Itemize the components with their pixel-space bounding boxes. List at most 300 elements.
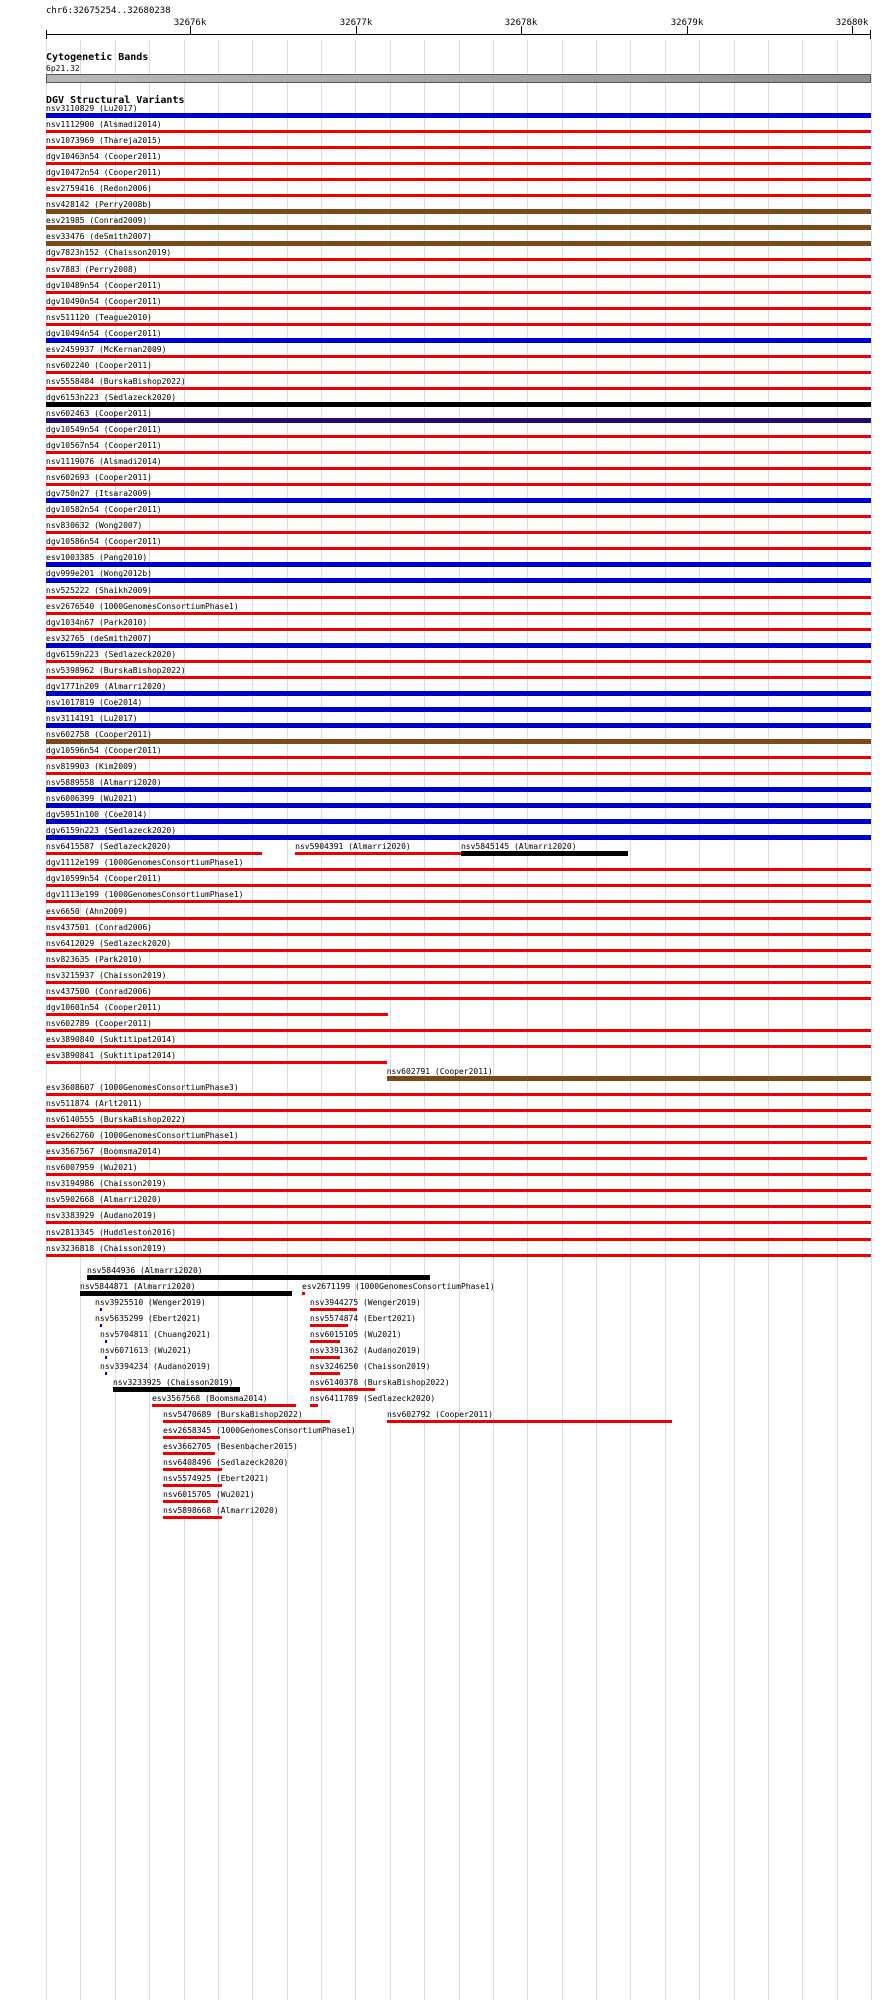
- track-label: dgv5951n100 (Coe2014): [46, 810, 148, 820]
- variant-bar[interactable]: [46, 1254, 871, 1257]
- track-label: nsv5844871 (Almarri2020): [80, 1281, 196, 1291]
- track-row[interactable]: [0, 569, 890, 585]
- track-label: nsv6408496 (Sedlazeck2020): [163, 1458, 289, 1468]
- track-row[interactable]: [0, 987, 890, 1003]
- track-row[interactable]: [0, 1067, 890, 1083]
- variant-bar[interactable]: [295, 852, 462, 855]
- variant-bar[interactable]: [46, 933, 871, 936]
- variant-bar[interactable]: [46, 868, 871, 871]
- variant-bar[interactable]: [163, 1452, 215, 1455]
- track-row[interactable]: [0, 586, 890, 602]
- track-row[interactable]: [0, 1506, 890, 1522]
- track-row[interactable]: [0, 794, 890, 810]
- variant-bar[interactable]: [46, 803, 871, 808]
- track-row[interactable]: [0, 1131, 890, 1147]
- track-row[interactable]: [0, 1099, 890, 1115]
- track-row[interactable]: [0, 425, 890, 441]
- variant-bar[interactable]: [46, 917, 871, 920]
- variant-bar[interactable]: [46, 307, 871, 310]
- track-label: nsv6015105 (Wu2021): [310, 1329, 402, 1339]
- track-label: nsv5470689 (BurskaBishop2022): [163, 1410, 303, 1420]
- track-row[interactable]: [0, 553, 890, 569]
- track-label: nsv1017819 (Coe2014): [46, 697, 143, 707]
- track-label: esv3567567 (Boomsma2014): [46, 1147, 162, 1157]
- variant-bar[interactable]: [46, 628, 871, 631]
- track-row[interactable]: [0, 890, 890, 906]
- variant-bar[interactable]: [46, 1205, 871, 1208]
- track-label: dgv750n27 (Itsara2009): [46, 489, 152, 499]
- ruler-end-cap: [46, 30, 47, 39]
- variant-bar[interactable]: [46, 338, 871, 343]
- track-label: esv3890841 (Suktitipat2014): [46, 1050, 177, 1060]
- track-label: esv2459937 (McKernan2009): [46, 344, 167, 354]
- track-label: nsv1112900 (Alsmadi2014): [46, 120, 162, 130]
- track-label: dgv1113e199 (1000GenomesConsortiumPhase1): [46, 890, 244, 900]
- track-row[interactable]: [0, 313, 890, 329]
- track-label: dgv6159n223 (Sedlazeck2020): [46, 649, 177, 659]
- track-row[interactable]: [0, 714, 890, 730]
- track-label: nsv437500 (Conrad2006): [46, 986, 152, 996]
- variant-bar[interactable]: [46, 113, 871, 118]
- track-row[interactable]: [0, 810, 890, 826]
- variant-bar[interactable]: [46, 660, 871, 663]
- variant-bar[interactable]: [46, 676, 871, 679]
- variant-bar[interactable]: [163, 1420, 330, 1423]
- track-label: dgv10463n54 (Cooper2011): [46, 152, 162, 162]
- track-label: esv1003385 (Pang2010): [46, 553, 148, 563]
- track-row[interactable]: [0, 666, 890, 682]
- variant-bar[interactable]: [46, 387, 871, 390]
- variant-bar[interactable]: [46, 562, 871, 567]
- track-label: dgv10601n54 (Cooper2011): [46, 1002, 162, 1012]
- track-label: dgv10490n54 (Cooper2011): [46, 296, 162, 306]
- variant-bar[interactable]: [461, 851, 628, 856]
- track-row[interactable]: [0, 361, 890, 377]
- track-row[interactable]: [0, 265, 890, 281]
- track-row[interactable]: [0, 1490, 890, 1506]
- variant-bar[interactable]: [46, 691, 871, 696]
- track-row[interactable]: [0, 136, 890, 152]
- variant-bar[interactable]: [87, 1275, 430, 1280]
- track-label: nsv3110829 (Lu2017): [46, 104, 138, 113]
- track-label: dgv1112e199 (1000GenomesConsortiumPhase1): [46, 858, 244, 868]
- track-label: nsv6007959 (Wu2021): [46, 1163, 138, 1173]
- track-label: dgv10494n54 (Cooper2011): [46, 328, 162, 338]
- variant-bar[interactable]: [105, 1372, 107, 1375]
- track-row[interactable]: [0, 1211, 890, 1227]
- track-label: esv2658345 (1000GenomesConsortiumPhase1): [163, 1426, 356, 1436]
- ruler-tick-label: 32676k: [173, 18, 207, 28]
- track-row[interactable]: [0, 955, 890, 971]
- track-label: dgv1034n67 (Park2010): [46, 617, 148, 627]
- variant-bar[interactable]: [46, 402, 871, 407]
- track-row[interactable]: [0, 1019, 890, 1035]
- variant-bar[interactable]: [100, 1308, 102, 1311]
- track-row[interactable]: [0, 746, 890, 762]
- track-label: nsv6140378 (BurskaBishop2022): [310, 1377, 450, 1387]
- variant-bar[interactable]: [310, 1372, 340, 1375]
- track-label: nsv6412029 (Sedlazeck2020): [46, 938, 172, 948]
- variant-bar[interactable]: [46, 241, 871, 246]
- variant-bar[interactable]: [46, 355, 871, 358]
- track-label: esv33476 (deSmith2007): [46, 232, 152, 242]
- track-row[interactable]: [0, 1003, 890, 1019]
- variant-bar[interactable]: [46, 949, 871, 952]
- track-row[interactable]: [0, 1163, 890, 1179]
- track-label: nsv5574925 (Ebert2021): [163, 1474, 269, 1484]
- cytoband-bar: [46, 74, 871, 83]
- track-label: nsv1073969 (Thareja2015): [46, 136, 162, 146]
- variant-bar[interactable]: [46, 1061, 387, 1064]
- track-row[interactable]: [0, 1346, 890, 1362]
- variant-bar[interactable]: [46, 596, 871, 599]
- track-row[interactable]: [0, 1442, 890, 1458]
- track-label: nsv3233925 (Chaisson2019): [113, 1377, 234, 1387]
- track-label: dgv999e201 (Wong2012b): [46, 569, 152, 579]
- track-row[interactable]: [0, 939, 890, 955]
- variant-bar[interactable]: [46, 1173, 871, 1176]
- variant-bar[interactable]: [46, 1013, 388, 1016]
- variant-bar[interactable]: [46, 451, 871, 454]
- variant-bar[interactable]: [46, 291, 871, 294]
- track-row[interactable]: [0, 473, 890, 489]
- track-label: esv3567568 (Boomsma2014): [152, 1394, 268, 1403]
- track-row[interactable]: [0, 1282, 890, 1298]
- track-label: dgv10472n54 (Cooper2011): [46, 168, 162, 178]
- track-label: nsv602463 (Cooper2011): [46, 408, 152, 418]
- track-row[interactable]: [0, 730, 890, 746]
- track-label: nsv3944275 (Wenger2019): [310, 1297, 421, 1307]
- variant-bar[interactable]: [100, 1324, 102, 1327]
- track-label: nsv3236818 (Chaisson2019): [46, 1243, 167, 1253]
- variant-bar[interactable]: [46, 965, 871, 968]
- track-row[interactable]: [0, 1179, 890, 1195]
- track-label: nsv6140555 (BurskaBishop2022): [46, 1115, 186, 1125]
- track-row[interactable]: [0, 489, 890, 505]
- track-row[interactable]: [0, 409, 890, 425]
- track-label: nsv3114191 (Lu2017): [46, 713, 138, 723]
- track-label: nsv6411789 (Sedlazeck2020): [310, 1394, 436, 1403]
- variant-bar[interactable]: [46, 707, 871, 712]
- variant-bar[interactable]: [46, 323, 871, 326]
- track-label: esv2662760 (1000GenomesConsortiumPhase1): [46, 1131, 239, 1141]
- track-label: nsv5635299 (Ebert2021): [95, 1313, 201, 1323]
- track-label: esv6650 (Ahn2009): [46, 906, 128, 916]
- track-label: nsv1119076 (Alsmadi2014): [46, 457, 162, 467]
- variant-bar[interactable]: [46, 1157, 867, 1160]
- variant-bar[interactable]: [46, 275, 871, 278]
- track-label: esv2671199 (1000GenomesConsortiumPhase1): [302, 1281, 495, 1291]
- variant-bar[interactable]: [46, 739, 871, 744]
- variant-bar[interactable]: [46, 162, 871, 165]
- track-row[interactable]: [0, 858, 890, 874]
- variant-bar[interactable]: [46, 209, 871, 214]
- track-row[interactable]: [0, 1394, 890, 1410]
- track-label: nsv5898668 (Almarri2020): [163, 1506, 279, 1516]
- variant-bar[interactable]: [46, 772, 871, 775]
- variant-bar[interactable]: [46, 435, 871, 438]
- variant-bar[interactable]: [80, 1291, 292, 1296]
- variant-bar[interactable]: [46, 852, 262, 855]
- track-row[interactable]: [0, 602, 890, 618]
- variant-bar[interactable]: [46, 225, 871, 230]
- track-label: nsv823635 (Park2010): [46, 954, 143, 964]
- track-row[interactable]: [0, 393, 890, 409]
- track-label: dgv10567n54 (Cooper2011): [46, 441, 162, 451]
- variant-bar[interactable]: [46, 146, 871, 149]
- track-row[interactable]: [0, 1458, 890, 1474]
- variant-bar[interactable]: [46, 547, 871, 550]
- track-row[interactable]: [0, 1474, 890, 1490]
- track-label: dgv6159n223 (Sedlazeck2020): [46, 826, 177, 836]
- track-label: nsv5704811 (Chuang2021): [100, 1329, 211, 1339]
- variant-bar[interactable]: [46, 981, 871, 984]
- cytogenetic-title: Cytogenetic Bands: [46, 52, 149, 63]
- variant-bar[interactable]: [46, 515, 871, 518]
- variant-bar[interactable]: [46, 578, 871, 583]
- track-row[interactable]: [0, 521, 890, 537]
- track-label: nsv5904391 (Almarri2020): [295, 842, 411, 852]
- variant-bar[interactable]: [163, 1436, 220, 1439]
- variant-bar[interactable]: [46, 756, 871, 759]
- track-row[interactable]: [0, 1330, 890, 1346]
- track-label: esv32765 (deSmith2007): [46, 633, 152, 643]
- track-label: nsv5574874 (Ebert2021): [310, 1313, 416, 1323]
- track-row[interactable]: [0, 698, 890, 714]
- variant-bar[interactable]: [46, 1221, 871, 1224]
- track-label: dgv10582n54 (Cooper2011): [46, 505, 162, 515]
- track-label: nsv511120 (Teague2010): [46, 312, 152, 322]
- track-label: nsv602792 (Cooper2011): [387, 1410, 493, 1420]
- cytogenetic-band-label: 6p21.32: [46, 64, 80, 73]
- track-label: nsv7883 (Perry2008): [46, 264, 138, 274]
- track-label: nsv6006399 (Wu2021): [46, 794, 138, 804]
- track-row[interactable]: [0, 842, 890, 858]
- variant-bar[interactable]: [46, 1189, 871, 1192]
- track-row[interactable]: [0, 216, 890, 232]
- track-row[interactable]: [0, 505, 890, 521]
- variant-bar[interactable]: [46, 835, 871, 840]
- track-row[interactable]: [0, 537, 890, 553]
- track-label: nsv602789 (Cooper2011): [46, 1018, 152, 1028]
- track-row[interactable]: [0, 907, 890, 923]
- variant-bar[interactable]: [387, 1420, 672, 1423]
- track-label: nsv602791 (Cooper2011): [386, 1067, 493, 1076]
- ruler-end-cap: [870, 30, 871, 39]
- track-label: nsv3246250 (Chaisson2019): [310, 1361, 431, 1371]
- track-row[interactable]: [0, 1244, 890, 1260]
- track-label: dgv1771n209 (Almarri2020): [46, 681, 167, 691]
- variant-bar[interactable]: [46, 1093, 871, 1096]
- track-row[interactable]: [0, 826, 890, 842]
- variant-bar[interactable]: [46, 178, 871, 181]
- track-row[interactable]: [0, 457, 890, 473]
- track-row[interactable]: [0, 248, 890, 264]
- track-row[interactable]: [0, 441, 890, 457]
- variant-bar[interactable]: [46, 418, 871, 423]
- variant-bar[interactable]: [46, 1125, 871, 1128]
- variant-bar[interactable]: [310, 1404, 318, 1407]
- track-label: nsv602240 (Cooper2011): [46, 360, 152, 370]
- track-row[interactable]: [0, 1083, 890, 1099]
- track-row[interactable]: [0, 682, 890, 698]
- track-label: dgv10599n54 (Cooper2011): [46, 874, 162, 884]
- dgv-title: DGV Structural Variants: [46, 95, 185, 106]
- coordinate-ruler: [46, 18, 871, 40]
- track-row[interactable]: [0, 1035, 890, 1051]
- track-label: nsv6015705 (Wu2021): [163, 1490, 255, 1500]
- track-row[interactable]: [0, 1362, 890, 1378]
- track-label: esv2676540 (1000GenomesConsortiumPhase1): [46, 601, 239, 611]
- track-row[interactable]: [0, 377, 890, 393]
- variant-bar[interactable]: [310, 1388, 375, 1391]
- variant-bar[interactable]: [46, 1238, 871, 1241]
- track-row[interactable]: [0, 618, 890, 634]
- variant-bar[interactable]: [46, 1109, 871, 1112]
- track-row[interactable]: [0, 1195, 890, 1211]
- track-label: nsv5398962 (BurskaBishop2022): [46, 665, 186, 675]
- track-row[interactable]: [0, 971, 890, 987]
- track-row[interactable]: [0, 345, 890, 361]
- variant-bar[interactable]: [46, 643, 871, 648]
- track-label: nsv3391362 (Audano2019): [310, 1345, 421, 1355]
- track-label: nsv602693 (Cooper2011): [46, 473, 152, 483]
- track-label: nsv3925510 (Wenger2019): [95, 1297, 206, 1307]
- ruler-tick-label: 32680k: [835, 18, 869, 28]
- track-label: esv3890840 (Suktitipat2014): [46, 1034, 177, 1044]
- track-label: nsv5558484 (BurskaBishop2022): [46, 376, 186, 386]
- ruler-tick-label: 32677k: [339, 18, 373, 28]
- variant-bar[interactable]: [46, 498, 871, 503]
- track-label: dgv10586n54 (Cooper2011): [46, 537, 162, 547]
- track-row[interactable]: [0, 297, 890, 313]
- track-label: nsv3215937 (Chaisson2019): [46, 970, 167, 980]
- track-label: esv21985 (Conrad2009): [46, 216, 148, 226]
- variant-bar[interactable]: [163, 1468, 222, 1471]
- track-row[interactable]: [0, 184, 890, 200]
- track-row[interactable]: [0, 1314, 890, 1330]
- variant-bar[interactable]: [46, 884, 871, 887]
- ruler-baseline: [46, 34, 871, 35]
- track-label: nsv830632 (Wong2007): [46, 521, 143, 531]
- track-row[interactable]: [0, 762, 890, 778]
- track-row[interactable]: [0, 634, 890, 650]
- track-label: esv3662705 (Besenbacher2015): [163, 1442, 298, 1452]
- track-label: dgv7823n152 (Chaisson2019): [46, 248, 172, 258]
- track-row[interactable]: [0, 1228, 890, 1244]
- variant-bar[interactable]: [310, 1340, 340, 1343]
- variant-bar[interactable]: [46, 787, 871, 792]
- track-label: nsv5845145 (Almarri2020): [460, 842, 577, 852]
- variant-bar[interactable]: [310, 1356, 340, 1359]
- track-row[interactable]: [0, 1378, 890, 1394]
- variant-bar[interactable]: [46, 130, 871, 133]
- track-row[interactable]: [0, 874, 890, 890]
- variant-bar[interactable]: [46, 997, 871, 1000]
- track-label: nsv2813345 (Huddleston2016): [46, 1227, 177, 1237]
- track-label: nsv602758 (Cooper2011): [46, 729, 152, 739]
- ruler-tick-label: 32678k: [504, 18, 538, 28]
- variant-bar[interactable]: [46, 1029, 871, 1032]
- variant-bar[interactable]: [46, 258, 871, 261]
- track-label: nsv3383929 (Audano2019): [46, 1211, 157, 1221]
- variant-bar[interactable]: [163, 1516, 222, 1519]
- track-row[interactable]: [0, 281, 890, 297]
- track-label: nsv3194986 (Chaisson2019): [46, 1179, 167, 1189]
- track-label: nsv5844936 (Almarri2020): [87, 1265, 203, 1275]
- track-row[interactable]: [0, 329, 890, 345]
- track-label: dgv6153n223 (Sedlazeck2020): [46, 392, 177, 402]
- track-label: esv2759416 (Redon2006): [46, 184, 152, 194]
- track-row[interactable]: [0, 120, 890, 136]
- variant-bar[interactable]: [163, 1500, 218, 1503]
- track-label: nsv525222 (Shaikh2009): [46, 585, 152, 595]
- track-row[interactable]: [0, 200, 890, 216]
- track-label: nsv5889558 (Almarri2020): [46, 778, 162, 788]
- track-label: esv3608607 (1000GenomesConsortiumPhase3): [46, 1083, 239, 1093]
- ruler-tick-label: 32679k: [670, 18, 704, 28]
- track-row[interactable]: [0, 1115, 890, 1131]
- track-row[interactable]: [0, 104, 890, 120]
- track-label: dgv10596n54 (Cooper2011): [46, 746, 162, 755]
- track-row[interactable]: [0, 168, 890, 184]
- variant-bar[interactable]: [105, 1340, 107, 1343]
- variant-bar[interactable]: [46, 531, 871, 534]
- variant-bar[interactable]: [46, 819, 871, 824]
- track-label: nsv437501 (Conrad2006): [46, 922, 152, 932]
- track-label: nsv3394234 (Audano2019): [100, 1361, 211, 1371]
- track-label: nsv5902668 (Almarri2020): [46, 1195, 162, 1205]
- variant-bar[interactable]: [46, 467, 871, 470]
- variant-bar[interactable]: [113, 1387, 240, 1392]
- track-label: nsv6415587 (Sedlazeck2020): [46, 842, 172, 852]
- track-label: nsv428142 (Perry2008b): [46, 200, 152, 210]
- track-row[interactable]: [0, 1051, 890, 1067]
- variant-bar[interactable]: [46, 371, 871, 374]
- variant-bar[interactable]: [105, 1356, 107, 1359]
- track-label: dgv10489n54 (Cooper2011): [46, 280, 162, 290]
- track-row[interactable]: [0, 778, 890, 794]
- track-label: nsv511874 (Arlt2011): [46, 1099, 143, 1109]
- track-row[interactable]: [0, 152, 890, 168]
- coordinate-label: chr6:32675254..32680238: [46, 6, 171, 16]
- track-label: dgv10549n54 (Cooper2011): [46, 425, 162, 434]
- track-row[interactable]: [0, 1266, 890, 1282]
- track-row[interactable]: [0, 232, 890, 248]
- track-row[interactable]: [0, 1410, 890, 1426]
- variant-bar[interactable]: [310, 1324, 348, 1327]
- variant-bar[interactable]: [46, 900, 871, 903]
- variant-bar[interactable]: [46, 483, 871, 486]
- track-row[interactable]: [0, 1426, 890, 1442]
- track-row[interactable]: [0, 1147, 890, 1163]
- track-row[interactable]: [0, 1298, 890, 1314]
- variant-bar[interactable]: [46, 723, 871, 728]
- track-label: nsv6071613 (Wu2021): [100, 1345, 192, 1355]
- variant-bar[interactable]: [163, 1484, 222, 1487]
- track-row[interactable]: [0, 923, 890, 939]
- variant-bar[interactable]: [302, 1292, 305, 1295]
- variant-bar[interactable]: [46, 194, 871, 197]
- variant-bar[interactable]: [310, 1308, 357, 1311]
- track-row[interactable]: [0, 650, 890, 666]
- variant-bar[interactable]: [387, 1076, 871, 1081]
- track-label: nsv819903 (Kim2009): [46, 762, 138, 772]
- variant-bar[interactable]: [46, 612, 871, 615]
- variant-bar[interactable]: [152, 1404, 296, 1407]
- variant-bar[interactable]: [46, 1045, 871, 1048]
- variant-bar[interactable]: [46, 1141, 871, 1144]
